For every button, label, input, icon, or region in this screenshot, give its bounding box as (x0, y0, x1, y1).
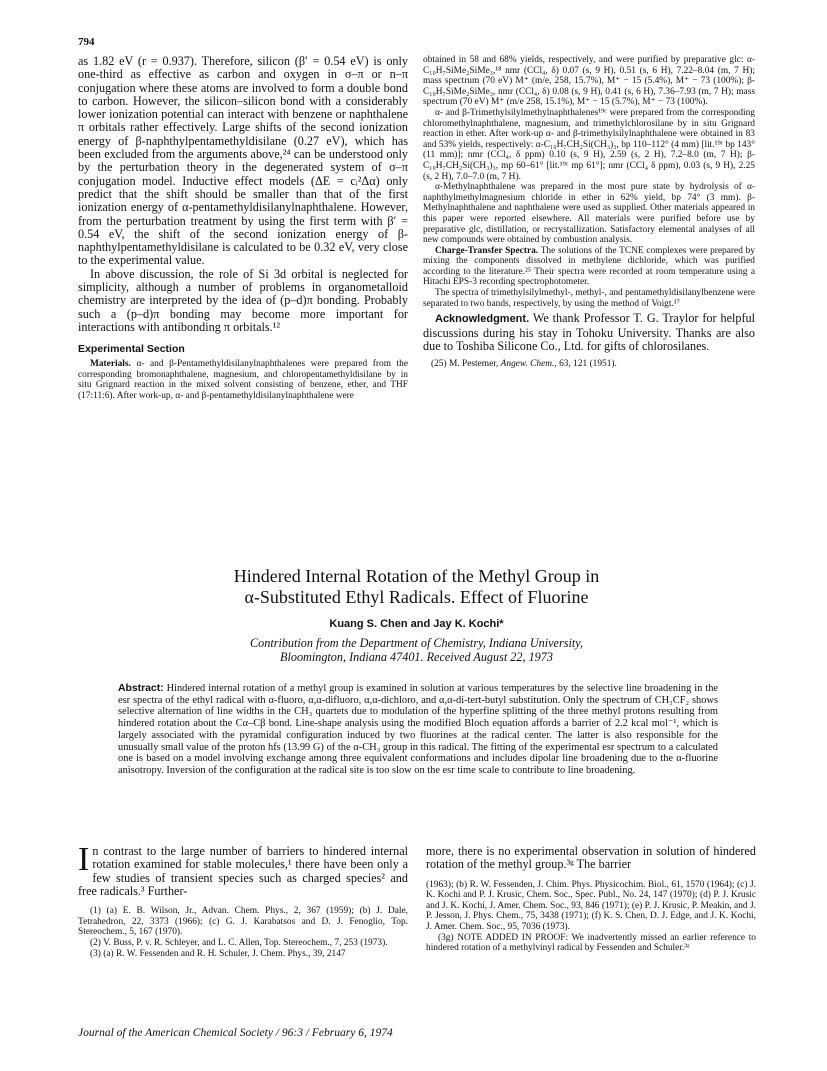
article-authors: Kuang S. Chen and Jay K. Kochi* (329, 618, 504, 630)
charge-transfer-paragraph (423, 246, 755, 288)
experimental-section-heading: Experimental Section (78, 343, 185, 356)
footnotes-right (426, 880, 756, 954)
intro-text: n contrast to the large number of barriers to hindered internal rotation examined for stable molecules,¹ there have been only a few studies of transient species such as charged species² and free radicals.³ Further- (78, 844, 408, 898)
footnotes-left (78, 906, 408, 959)
right-column (423, 55, 755, 369)
article-affiliation (78, 636, 755, 664)
drop-cap: I (78, 841, 90, 878)
ref25-journal: Angew. Chem., (500, 359, 557, 370)
title-line-1: Hindered Internal Rotation of the Methyl Group in (233, 566, 600, 586)
right-paragraph-1: obtained in 58 and 68% yields, respectively, and were purified by preparative glc: α-C₁₀H₇SiMe₂SiMe₃,¹⁸ nmr (CCl₄, δ) 0.07 (s, 9 H), 0.51 (s, 6 H), 7.22–8.04 (m, 7 H); mass spectrum (70 eV) M⁺ (m/e, 258, 15.7%), M⁺ − 15 (5.4%), M⁺ − 73 (100%); β-C₁₀H₇SiMe₂SiMe₃, nmr (CCl₄, δ) 0.08 (s, 9 H), 0.41 (s, 6 H), 7.36–7.93 (m, 7 H); mass spectrum (70 eV) M⁺ (m/e 258, 15.1%), M⁺ − 15 (5.7%), M⁺ − 73 (100%). (423, 55, 755, 108)
right-paragraph-3: α-Methylnaphthalene was prepared in the most pure state by hydrolysis of α-naphthylmethylmagnesium chloride in ether in 62% yield, bp 74° (3 mm). β-Methylnaphthalene and naphthalene were used as supplied. Other materials appeared in this paper were reported elsewhere. All materials were purified before use by preparative glc, distillation, or recrystallization. Satisfactory elemental analyses of all new compounds were obtained by combustion analysis. (423, 182, 755, 246)
left-paragraph-1: as 1.82 eV (r = 0.937). Therefore, silicon (β′ = 0.54 eV) is only one-third as effective as carbon and oxygen in σ–π or n–π conjugation where these atoms are involved to form a double bond to carbon. However, the silicon–silicon bond with a considerably lower ionization potential can interact with benzene or naphthalene π orbitals rather effectively. Large shifts of the second ionization energy of β-naphthylpentamethyldisilane (0.27 eV), which has been excluded from the arguments above,²⁴ can be understood only by the perturbation theory in the degenerated system of σ–π conjugation model. Inductive effect models (ΔE = cᵢ²Δα) only predict that the shift should be smaller than that of the first ionization energy of α-pentamethyldisilanylnaphthalene. However, from the perturbation treatment by using the first term with β′ = 0.54 eV, the shift of the second ionization energy of β-naphthylpentamethyldisilane is calculated to be 0.32 eV, very close to the experimental value. (78, 54, 408, 268)
reference-25 (423, 359, 755, 369)
left-paragraph-2: In above discussion, the role of Si 3d orbital is neglected for simplicity, although a number of problems in organometalloid chemistry are interpreted by the idea of (p–d)π bonding. Probably such a (p–d)π bonding may become more important for interactions with antibonding π orbitals.¹² (78, 266, 408, 334)
footnote: (3g) NOTE ADDED IN PROOF: We inadvertently missed an earlier reference to hindered rotation of a methylvinyl radical by Fessenden and Schuler.³ᵃ (426, 932, 756, 954)
charge-transfer-text: The solutions of the TCNE complexes were prepared by mixing the components dissolved in methylene dichloride, which was purified according to the literature.²⁵ Their spectra were recorded at room temperature using a Hitachi EPS-3 recording spectrophotometer. (423, 245, 755, 288)
page-number: 794 (78, 36, 95, 48)
affiliation-line-2: Bloomington, Indiana 47401. Received August 22, 1973 (280, 650, 553, 664)
acknowledgment (423, 312, 755, 353)
charge-transfer-label: Charge-Transfer Spectra. (435, 245, 539, 256)
acknowledgment-text: We thank Professor T. G. Traylor for helpful discussions during his stay in Tohoku University. Thanks are also due to Toshiba Silicone Co., Ltd. for gifts of chlorosilanes. (423, 311, 756, 353)
footnote: (2) V. Buss, P. v. R. Schleyer, and L. C. Allen, Top. Stereochem., 7, 253 (1973). (90, 937, 388, 948)
abstract-label: Abstract: (118, 683, 164, 694)
ref25-authors: (25) M. Pestemer, (431, 359, 499, 370)
materials-text: α- and β-Pentamethyldisilanylnaphthalenes were prepared from the corresponding bromonaphthalene, magnesium, and chloropentamethyldisilane by in situ Grignard reaction in the mixed solvent consisting of benzene, ether, and THF (17:11:6). After work-up, α- and β-pentamethyldisilanylnaphthalene were (78, 359, 408, 402)
acknowledgment-label: Acknowledgment. (435, 313, 530, 326)
materials-paragraph (78, 359, 408, 401)
ref25-citation: 63, 121 (1951). (559, 359, 617, 370)
article-header (78, 566, 755, 664)
materials-label: Materials. (90, 359, 131, 370)
abstract-text: Hindered internal rotation of a methyl group is examined in solution at various temperatures by the selective line broadening in the esr spectra of the ethyl radical with α-fluoro, α,α-difluoro, α,α-dichloro, and α,α-di-tert-butyl substitution. Only the spectrum of CH₃CF₂ shows selective alternation of line widths in the CH₃ quartets due to modulation of the hyperfine splitting of the three methyl protons resulting from hindered rotation about the Cα–Cβ bond. Line-shape analysis using the modified Bloch equation affords a barrier of 2.2 kcal mol⁻¹, which is largely associated with the pyramidal configuration induced by two fluorines at the radical center. The latter is also responsible for the unusually small value of the proton hfs (13.99 G) of the α-CH₃ group in this radical. The fitting of the experimental esr spectrum to a calculated one is based on a model involving exchange among three equivalent conformations and includes dipolar line broadening due to the α-fluorine anisotropy. Inversion of the configuration at the radical site is too slow on the esr time scale to contribute to line broadening. (118, 683, 718, 776)
article-title (78, 566, 755, 608)
footnote: (3) (a) R. W. Fessenden and R. H. Schuler, J. Chem. Phys., 39, 2147 (90, 948, 346, 959)
intro-left-column (78, 841, 408, 959)
intro-continuation: more, there is no experimental observation in solution of hindered rotation of the methyl group.³ᵍ The barrier (426, 844, 756, 872)
right-paragraph-5: The spectra of trimethylsilylmethyl-, methyl-, and pentamethyldisilanylbenzene were separated to two bands, respectively, by using the method of Voigt.¹⁷ (423, 288, 755, 309)
abstract (118, 683, 718, 777)
footnote: (1) (a) E. B. Wilson, Jr., Advan. Chem. Phys., 2, 367 (1959); (b) J. Dale, Tetrahedron, 22, 3373 (1966); (c) G. J. Karabatsos and D. J. Fenoglio, Top. Stereochem., 5, 167 (1970). (78, 906, 408, 938)
footnote: (1963); (b) R. W. Fessenden, J. Chim. Phys. Physicochim. Biol., 61, 1570 (1964); (c) J. K. Kochi and P. J. Krusic, Chem. Soc., Spec. Publ., No. 24, 147 (1970); (d) P. J. Krusic and J. K. Kochi, J. Amer. Chem. Soc., 93, 846 (1971); (e) P. J. Krusic, P. Meakin, and J. P. Jesson, J. Phys. Chem., 75, 3438 (1971); (f) K. S. Chen, D. J. Edge, and J. K. Kochi, J. Amer. Chem. Soc., 95, 7036 (1973). (426, 879, 756, 932)
intro-paragraph (78, 841, 408, 898)
intro-right-column (426, 845, 756, 954)
journal-footer: Journal of the American Chemical Society / 96:3 / February 6, 1974 (78, 1027, 393, 1039)
left-column (78, 55, 408, 402)
affiliation-line-1: Contribution from the Department of Chemistry, Indiana University, (250, 636, 583, 650)
title-line-2: α-Substituted Ethyl Radicals. Effect of Fluorine (244, 587, 589, 607)
right-paragraph-2: α- and β-Trimethylsilylmethylnaphthalenes¹⁹ᶜ were prepared from the corresponding chloromethylnaphthalene, magnesium, and trimethylchlorosilane by in situ Grignard reaction in ether. After work-up α- and β-trimethylsilylnaphthalene were obtained in 83 and 53% yields, respectively: α-C₁₀H₇CH₂Si(CH₃)₃, bp 110–112° (4 mm) [lit.¹⁹ᶜ bp 143° (11 mm)]; nmr (CCl₄, δ ppm) 0.10 (s, 9 H), 2.59 (s, 2 H), 7.2–8.0 (m, 7 H); β-C₁₀H₇CH₂Si(CH₃)₃, mp 60–61° [lit.¹⁹ᶜ mp 61°]; nmr (CCl₄ δ ppm), 0.03 (s, 9 H), 2.25 (s, 2 H), 7.0–7.0 (m, 7 H). (423, 107, 755, 182)
